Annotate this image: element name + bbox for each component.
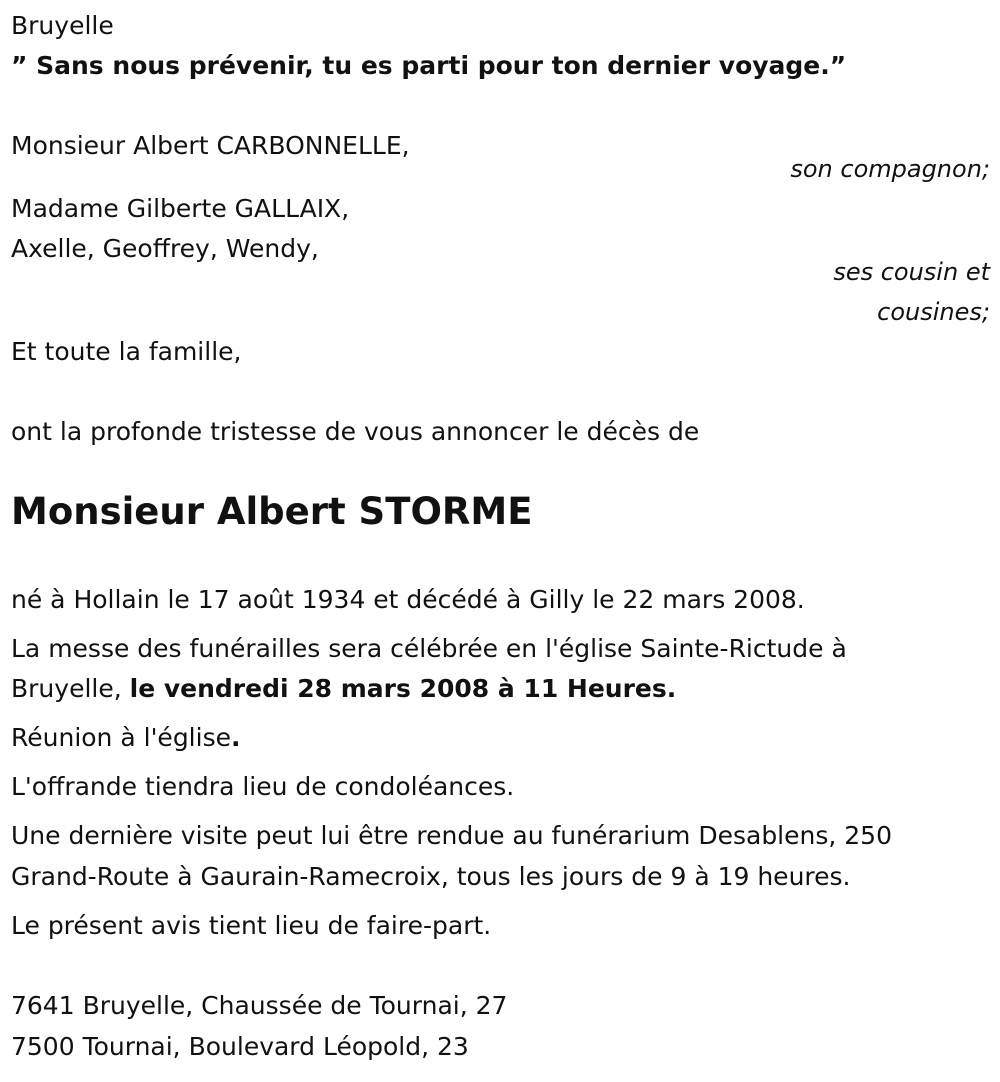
companion-name: Monsieur Albert CARBONNELLE, xyxy=(11,131,410,160)
notice-statement: Le présent avis tient lieu de faire-part. xyxy=(11,911,492,940)
address-2: 7500 Tournai, Boulevard Léopold, 23 xyxy=(11,1032,469,1061)
address-1: 7641 Bruyelle, Chaussée de Tournai, 27 xyxy=(11,991,508,1020)
cousins-role-line2: cousines; xyxy=(877,298,990,326)
meeting-period: . xyxy=(230,723,241,752)
mass-place: Bruyelle, xyxy=(11,674,130,703)
mass-info-line2 xyxy=(11,669,676,709)
deceased-name: Monsieur Albert STORME xyxy=(11,490,533,533)
cousin-name: Madame Gilberte GALLAIX, xyxy=(11,194,350,223)
meeting-info xyxy=(11,718,240,758)
birth-death-info: né à Hollain le 17 août 1934 et décédé à Gilly le 22 mars 2008. xyxy=(11,585,805,614)
visit-info-line2: Grand-Route à Gaurain-Ramecroix, tous les jours de 9 à 19 heures. xyxy=(11,862,851,891)
meeting-text: Réunion à l'église xyxy=(11,723,231,752)
mass-date: le vendredi 28 mars 2008 à 11 Heures. xyxy=(129,674,677,703)
offering-info: L'offrande tiendra lieu de condoléances. xyxy=(11,772,515,801)
cousins-names: Axelle, Geoffrey, Wendy, xyxy=(11,234,319,263)
cousins-role-line1: ses cousin et xyxy=(833,258,990,286)
visit-info-line1: Une dernière visite peut lui être rendue au funérarium Desablens, 250 xyxy=(11,821,892,850)
companion-role: son compagnon; xyxy=(790,155,990,183)
place-heading: Bruyelle xyxy=(11,11,114,40)
epitaph-quote: ” Sans nous prévenir, tu es parti pour ton dernier voyage.” xyxy=(11,51,847,80)
whole-family: Et toute la famille, xyxy=(11,337,242,366)
mass-info-line1: La messe des funérailles sera célébrée en l'église Sainte-Rictude à xyxy=(11,634,847,663)
announcement-intro: ont la profonde tristesse de vous annoncer le décès de xyxy=(11,417,700,446)
